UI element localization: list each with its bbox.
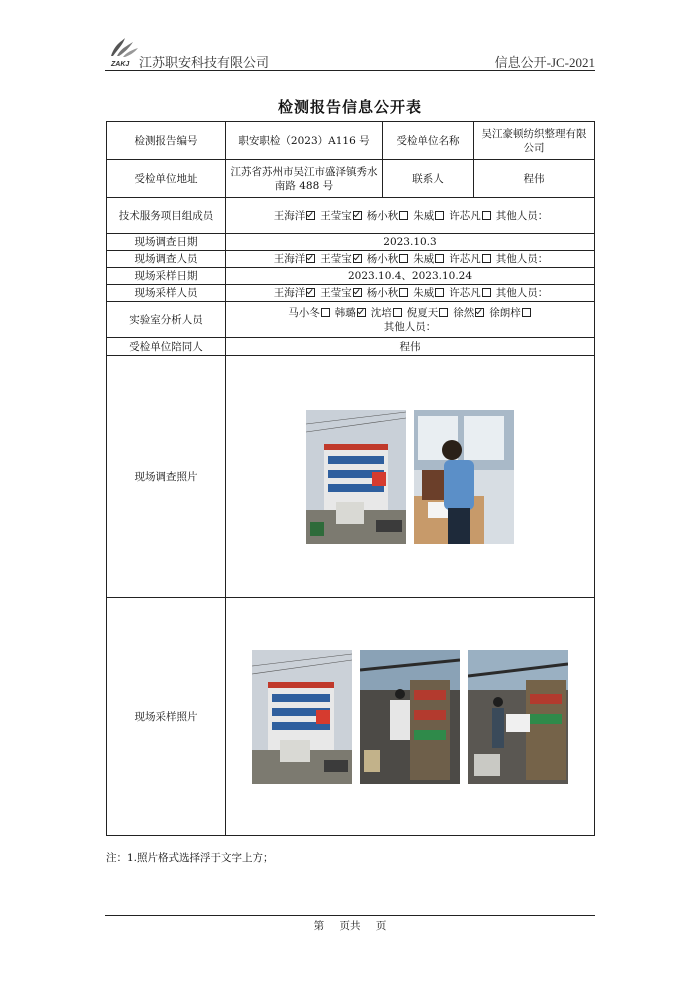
survey-staff-value	[226, 251, 595, 268]
person-entry	[318, 253, 365, 265]
unchecked-box-icon	[435, 254, 444, 263]
sample-photos-cell	[226, 598, 595, 836]
report-no-value: 职安职检（2023）A116 号	[226, 122, 383, 160]
person-name: 朱威	[413, 209, 435, 222]
escort-value: 程伟	[226, 338, 595, 356]
report-no-label: 检测报告编号	[107, 122, 226, 160]
row-survey-staff	[107, 251, 595, 268]
footer-end: 页	[375, 920, 387, 932]
person-entry	[487, 307, 534, 319]
person-entry	[451, 307, 487, 319]
sample-staff-people	[272, 287, 549, 299]
person-entry	[365, 210, 412, 222]
checked-box-icon	[306, 211, 315, 220]
person-entry	[318, 210, 365, 222]
person-name: 杨小秋	[366, 209, 399, 222]
unchecked-box-icon	[522, 308, 531, 317]
lab-staff-other: 其他人员：	[383, 320, 437, 333]
person-entry	[272, 287, 319, 299]
sample-photo-building	[252, 650, 352, 784]
unchecked-box-icon	[435, 211, 444, 220]
person-entry	[272, 253, 319, 265]
unchecked-box-icon	[439, 308, 448, 317]
page-title: 检测报告信息公开表	[277, 98, 422, 116]
person-name: 朱威	[413, 253, 435, 265]
survey-photos	[229, 410, 591, 544]
unit-name-value: 吴江豪顿纺织整理有限公司	[474, 122, 595, 160]
unchecked-box-icon	[321, 308, 330, 317]
person-name: 徐朗梓	[489, 306, 521, 319]
person-name: 王海洋	[273, 253, 306, 265]
person-entry	[447, 287, 494, 299]
info-table	[106, 121, 595, 836]
person-name: 王莹宝	[320, 287, 352, 299]
other-staff-label: 其他人员：	[495, 287, 549, 299]
page-footer	[0, 918, 700, 933]
row-sample-staff	[107, 285, 595, 302]
checked-box-icon	[357, 308, 366, 317]
sample-staff-value	[226, 285, 595, 302]
checked-box-icon	[475, 308, 484, 317]
sample-staff-label: 现场采样人员	[107, 285, 226, 302]
company-name: 江苏职安科技有限公司	[139, 55, 270, 70]
address-value: 江苏省苏州市吴江市盛泽镇秀水南路 488 号	[226, 160, 383, 198]
person-name: 韩璐	[334, 306, 356, 319]
checked-box-icon	[353, 288, 362, 297]
unchecked-box-icon	[399, 254, 408, 263]
sample-date-value: 2023.10.4、2023.10.24	[226, 268, 595, 285]
sample-date-label: 现场采样日期	[107, 268, 226, 285]
person-entry	[447, 210, 494, 222]
checked-box-icon	[353, 254, 362, 263]
lab-staff-value	[226, 302, 595, 338]
lab-staff-label: 实验室分析人员	[107, 302, 226, 338]
survey-photo-building	[306, 410, 406, 544]
checked-box-icon	[306, 288, 315, 297]
row-sample-photos	[107, 598, 595, 836]
document-code: 信息公开-JC-2021	[494, 55, 595, 70]
person-name: 沈培	[370, 306, 392, 319]
footer-page: 第	[313, 920, 325, 932]
page-header	[105, 34, 595, 70]
other-staff-label: 其他人员：	[495, 209, 549, 222]
escort-label: 受检单位陪同人	[107, 338, 226, 356]
person-name: 杨小秋	[366, 287, 399, 299]
row-survey-photos	[107, 356, 595, 598]
person-name: 朱威	[413, 287, 435, 299]
person-entry	[405, 307, 452, 319]
survey-date-value: 2023.10.3	[226, 234, 595, 251]
unchecked-box-icon	[482, 254, 491, 263]
address-label: 受检单位地址	[107, 160, 226, 198]
unit-name-label: 受检单位名称	[383, 122, 474, 160]
other-staff-label: 其他人员：	[495, 253, 549, 265]
contact-label: 联系人	[383, 160, 474, 198]
person-name: 许芯凡	[449, 209, 481, 222]
sample-photos-label: 现场采样照片	[107, 598, 226, 836]
checked-box-icon	[353, 211, 362, 220]
survey-photo-interview	[414, 410, 514, 544]
unchecked-box-icon	[435, 288, 444, 297]
footer-divider	[105, 915, 595, 916]
person-name: 徐然	[453, 306, 475, 319]
team-label: 技术服务项目组成员	[107, 198, 226, 234]
unchecked-box-icon	[482, 211, 491, 220]
checked-box-icon	[306, 254, 315, 263]
person-name: 王莹宝	[320, 253, 352, 265]
person-name: 杨小秋	[366, 253, 399, 265]
header-divider	[105, 70, 595, 71]
person-name: 王海洋	[273, 209, 306, 222]
person-entry	[411, 253, 447, 265]
person-name: 许芯凡	[449, 253, 481, 265]
contact-value: 程伟	[474, 160, 595, 198]
person-entry	[272, 210, 319, 222]
team-people	[272, 210, 549, 222]
sample-photos	[229, 650, 591, 784]
survey-staff-people	[272, 253, 549, 265]
person-entry	[447, 253, 494, 265]
person-name: 马小冬	[288, 306, 320, 319]
row-team	[107, 198, 595, 234]
row-escort	[107, 338, 595, 356]
lab-staff-people	[229, 306, 591, 320]
table-note: 注：1.照片格式选择浮于文字上方；	[106, 852, 274, 864]
unchecked-box-icon	[482, 288, 491, 297]
person-entry	[411, 287, 447, 299]
unchecked-box-icon	[399, 211, 408, 220]
unchecked-box-icon	[399, 288, 408, 297]
person-name: 许芯凡	[449, 287, 481, 299]
svg-text:ZAKJ: ZAKJ	[111, 61, 130, 68]
person-entry	[369, 307, 405, 319]
team-value	[226, 198, 595, 234]
sample-photo-machine-1	[360, 650, 460, 784]
row-lab-staff	[107, 302, 595, 338]
person-name: 王海洋	[273, 287, 306, 299]
person-name: 王莹宝	[320, 209, 352, 222]
row-report-no	[107, 122, 595, 160]
company-logo-icon	[105, 34, 141, 68]
survey-photos-cell	[226, 356, 595, 598]
row-sample-date	[107, 268, 595, 285]
footer-total: 页共	[339, 920, 361, 932]
person-entry	[333, 307, 369, 319]
unchecked-box-icon	[393, 308, 402, 317]
survey-date-label: 现场调查日期	[107, 234, 226, 251]
row-address	[107, 160, 595, 198]
sample-photo-machine-2	[468, 650, 568, 784]
person-name: 倪夏天	[406, 306, 439, 319]
person-entry	[411, 210, 447, 222]
person-entry	[318, 287, 365, 299]
person-entry	[286, 307, 333, 319]
survey-staff-label: 现场调查人员	[107, 251, 226, 268]
survey-photos-label: 现场调查照片	[107, 356, 226, 598]
person-entry	[365, 287, 412, 299]
row-survey-date	[107, 234, 595, 251]
person-entry	[365, 253, 412, 265]
